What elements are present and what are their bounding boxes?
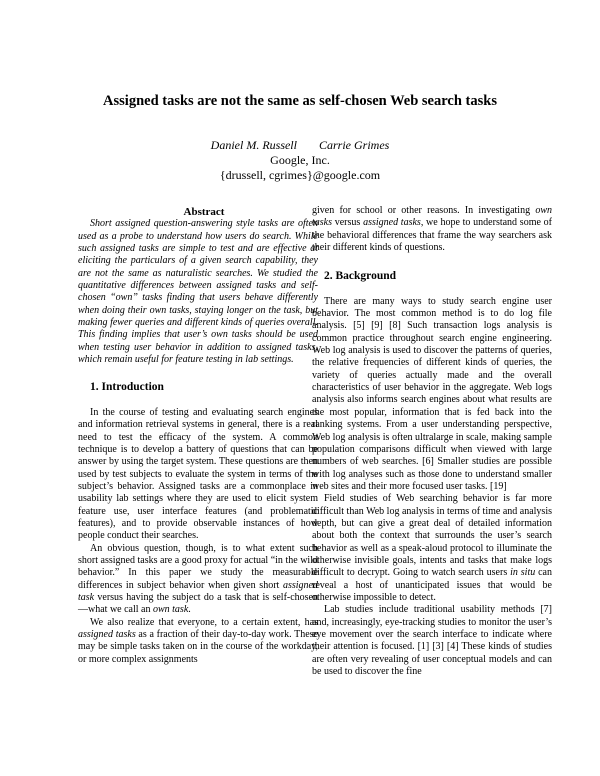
author-block — [0, 138, 600, 183]
affiliation: Google, Inc. — [270, 153, 330, 167]
background-paragraph-2: Field studies of Web searching behavior is far more difficult than Web log analysis in terms of time and analysis depth, but can give a great deal of detailed information about both the context that surrounds the user’s search behavior as well as a speak-aloud protocol to illuminate the otherwise invisible goals, intents and tasks that make logs difficult to decrypt. Going to watch search users in situ can reveal a host of unanticipated issues that would be otherwise impossible to detect. — [312, 493, 552, 603]
author-email: {drussell, cgrimes}@google.com — [219, 168, 381, 182]
intro-paragraph-2: An obvious question, though, is to what extent such short assigned tasks are a good proxy for actual “in the wild behavior.” In this paper we study the measurable differences in subject behavior when given short assigned task versus having the subject do a task that is self-chosen—what we call an own task. — [78, 542, 318, 616]
background-paragraph-1: There are many ways to study search engine user behavior. The most common method is to do log file analysis. [5] [9] [8] Such transaction logs analysis is common practice throughout search engine engineering. Web log analysis is used to discover the patterns of queries, the relative frequencies of different kinds of queries, the variety of queries actually made and the overall characteristics of user behavior in the aggregate. Web logs analysis also informs search engines about what results are the most popular, information that is fed back into the ranking systems. From a user understanding perspective, Web log analysis is often ultralarge in scale, making sample population comparisons difficult when viewed with large numbers of web searches. [6] Smaller studies are possible with log analyses such as those done to understand smaller web sites and their more focused user tasks. [19] — [312, 295, 552, 492]
abstract-text: Short assigned question-answering style tasks are often used as a probe to understand how users do search. While such assigned tasks are simple to test and are effective at eliciting the particulars of a given search capability, they are not the same as naturalistic searches. We studied the quantitative differences between assigned tasks and self-chosen “own” tasks finding that users behave differently when doing their own tasks, staying longer on the task, but making fewer queries and different kinds of queries overall. This finding implies that user’s own tasks should be used when testing user behavior in addition to assigned tasks, which remain useful for feature testing in lab settings. — [78, 218, 318, 366]
intro-paragraph-3: We also realize that everyone, to a certain extent, has assigned tasks as a fraction of their day-to-day work. These may be simple tasks taken on in the course of the workday, or more complex assignments — [78, 616, 318, 665]
abstract-heading: Abstract — [183, 206, 225, 218]
section-heading-background: 2. Background — [324, 270, 397, 283]
author-2: Carrie Grimes — [318, 138, 390, 152]
background-paragraph-3: Lab studies include traditional usability methods [7] and, increasingly, eye-tracking studies to monitor the user’s eye movement over the search interface to indicate where their attention is focused. [1] [3] [4] These kinds of studies are often very revealing of user conceptual models and can be used to discover the fine — [312, 604, 552, 678]
author-names — [0, 138, 600, 153]
left-column — [78, 206, 318, 666]
paper-title: Assigned tasks are not the same as self-chosen Web search tasks — [103, 93, 497, 109]
intro-continuation: given for school or other reasons. In investigating own tasks versus assigned tasks, we hope to understand some of the behavioral differences that frame the way searchers ask their different kinds of questions. — [312, 205, 552, 254]
author-1: Daniel M. Russell — [210, 138, 297, 152]
intro-paragraph-1: In the course of testing and evaluating search engines and information retrieval systems in general, there is a real need to test the efficacy of the system. A common technique is to develop a battery of questions that can be answer by using the target system. These questions are then used by test subjects to evaluate the system in terms of the subject’s behavior. Assigned tasks are a commonplace in usability lab settings where they are used to elicit system feature use, user interface features (and problematic features), and to provide observable instances of how people conduct their searches. — [78, 406, 318, 542]
section-heading-introduction: 1. Introduction — [90, 381, 164, 394]
right-column — [312, 205, 552, 678]
